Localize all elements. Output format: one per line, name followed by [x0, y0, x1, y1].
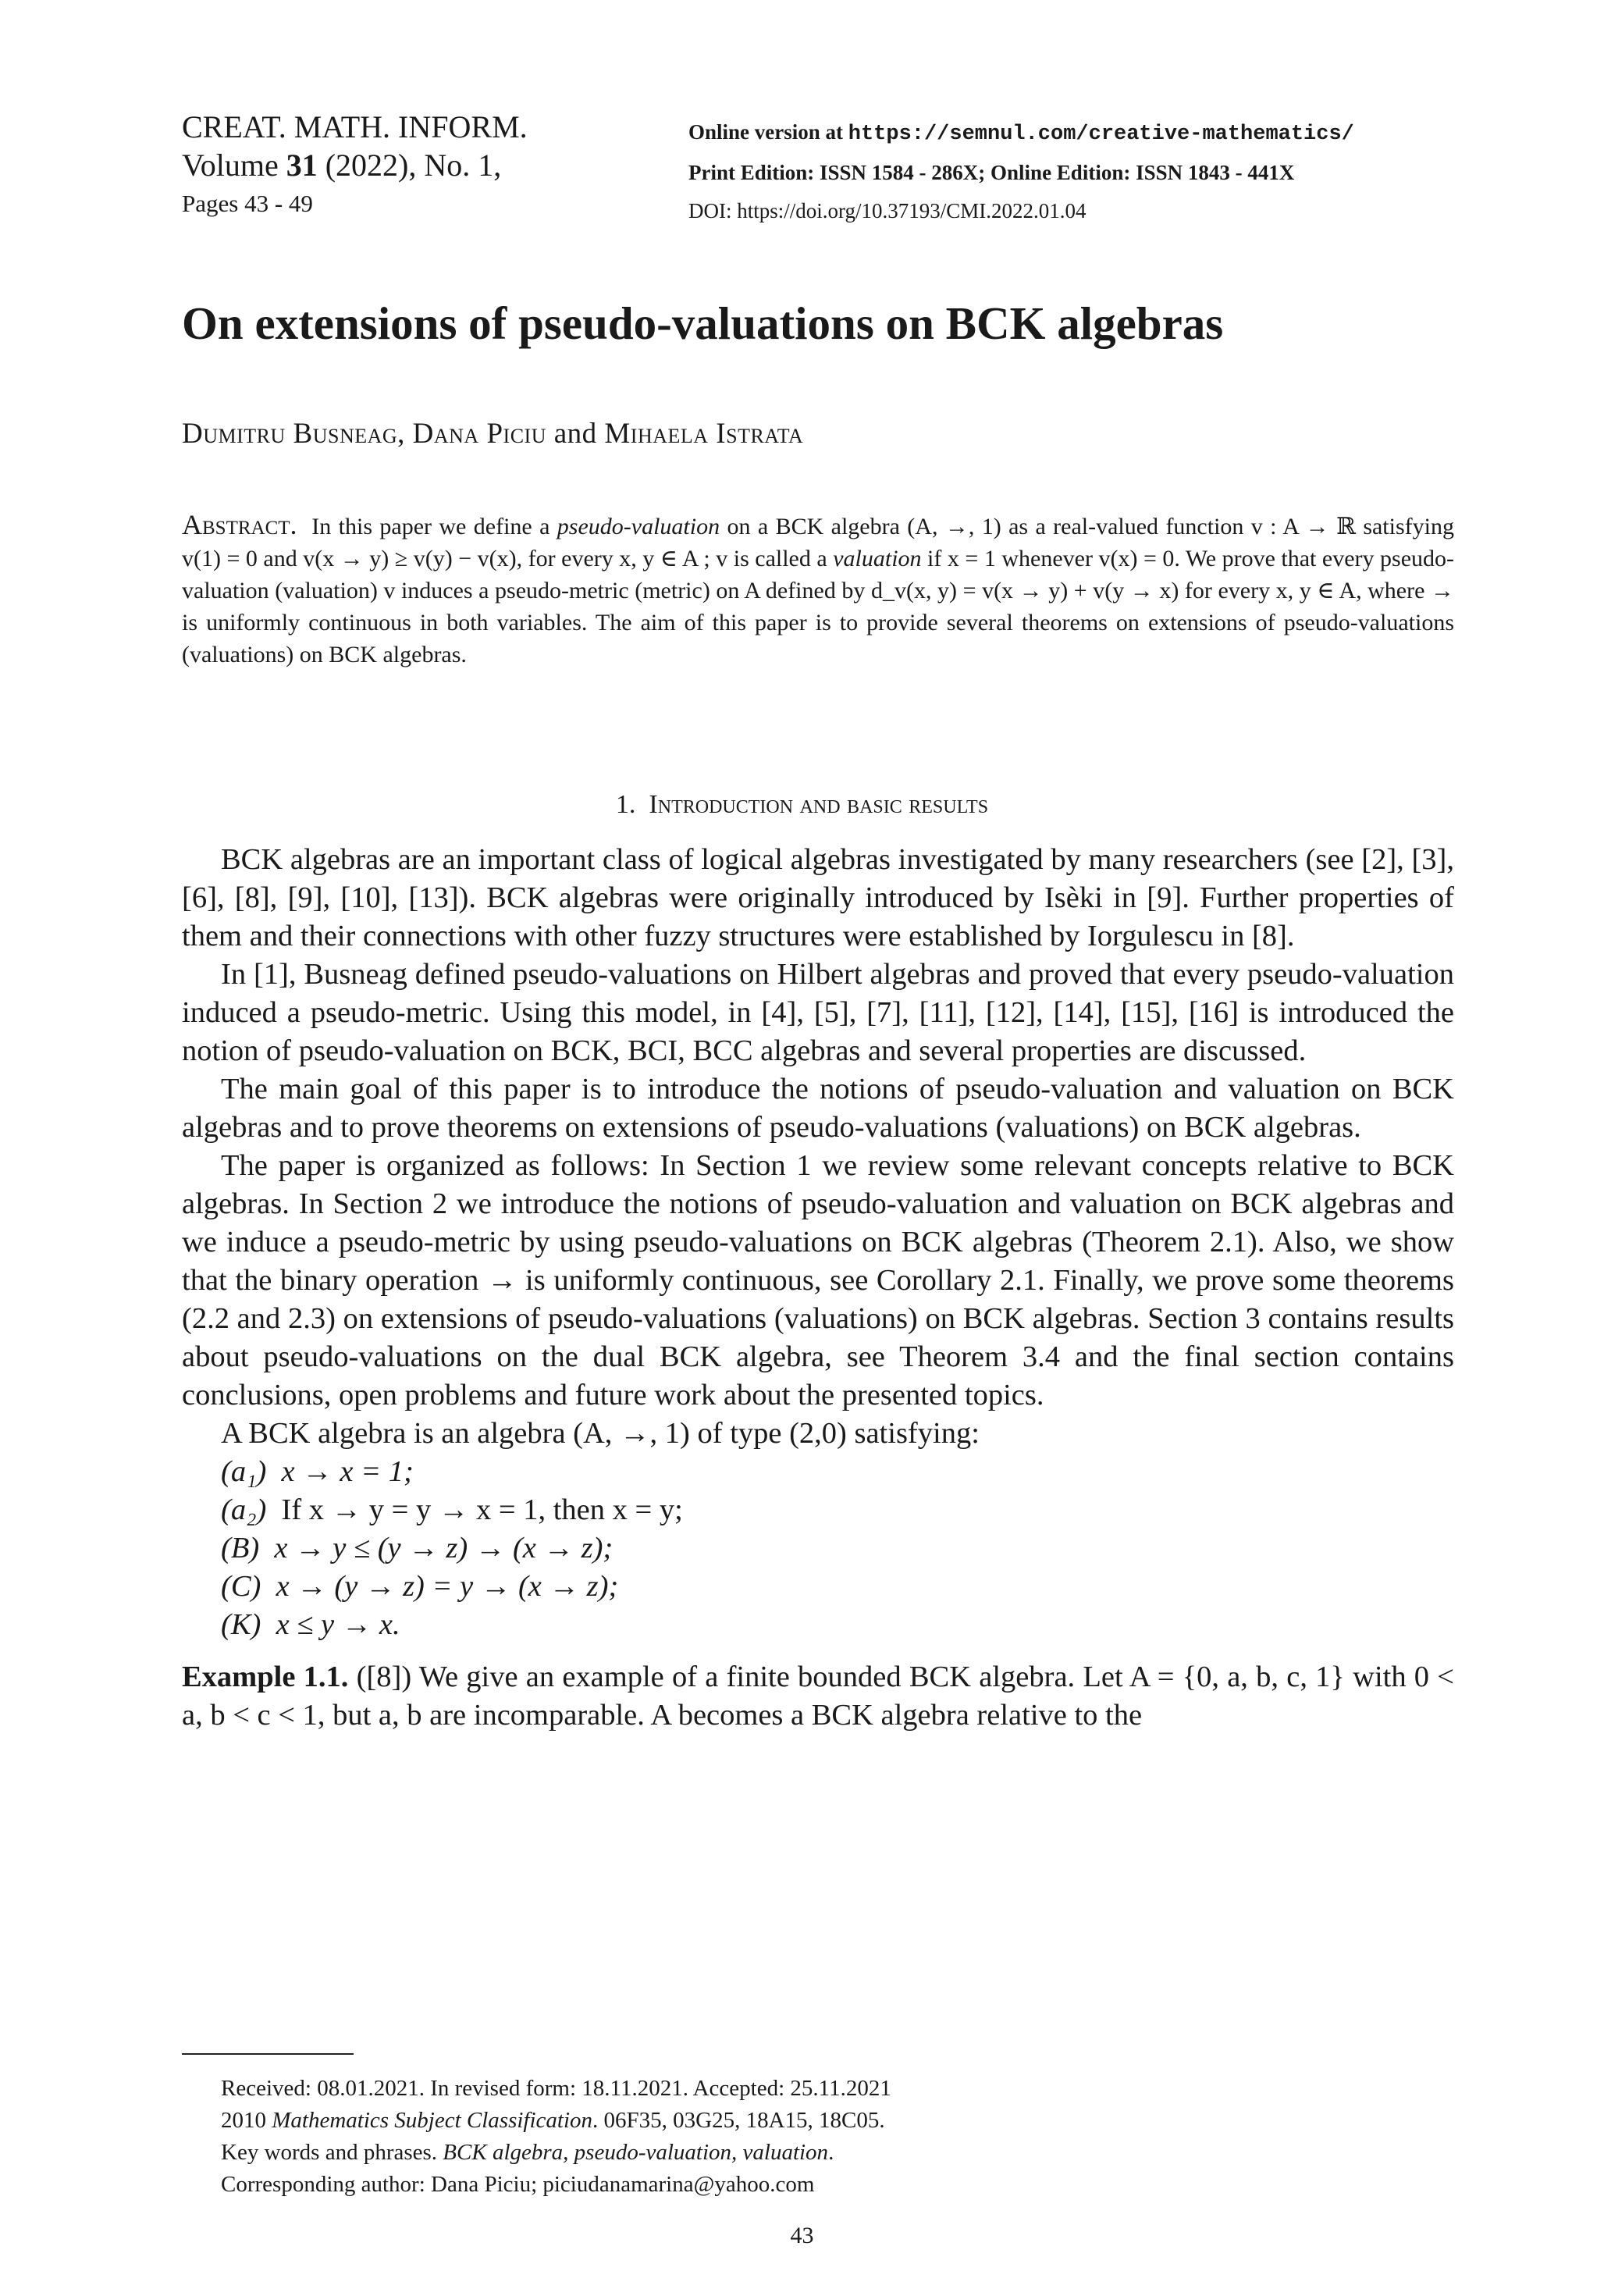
- example-label: Example 1.1.: [182, 1661, 349, 1693]
- axiom-item: (K) x ≤ y → x.: [221, 1608, 400, 1641]
- paragraph: BCK algebras are an important class of logical algebras investigated by many researchers (see [2], [3], [6], [8], [9], [10], [13]). BCK algebras were originally introduced by Isèki in [9]. Further properties of them and their connections with other fuzzy structures were established by Iorgulescu in [8].: [182, 843, 1454, 952]
- paragraph: The main goal of this paper is to introduce the notions of pseudo-valuation and valuation on BCK algebras and to prove theorems on extensions of pseudo-valuations (valuations) on BCK algebras.: [182, 1073, 1454, 1144]
- axiom-item: (B) x → y ≤ (y → z) → (x → z);: [221, 1532, 614, 1564]
- author-name: Mihaela Istrata: [604, 418, 804, 450]
- paragraph: The paper is organized as follows: In Section 1 we review some relevant concepts relative to BCK algebras. In Section 2 we introduce the notions of pseudo-valuation and valuation on BCK algebras and we induce a pseudo-metric by using pseudo-valuations on BCK algebras (Theorem 2.1). Also, we show that the binary operation → is uniformly continuous, see Corollary 2.1. Finally, we prove some theorems (2.2 and 2.3) on extensions of pseudo-valuations (valuations) on BCK algebras. Section 3 contains results about pseudo-valuations on the dual BCK algebra, see Theorem 3.4 and the final section contains conclusions, open problems and future work about the presented topics.: [182, 1149, 1454, 1411]
- paper-title: On extensions of pseudo-valuations on BCK algebras: [182, 297, 1224, 349]
- journal-info: [688, 113, 1354, 230]
- issn-line: Print Edition: ISSN 1584 - 286X; Online Edition: ISSN 1843 - 441X: [688, 161, 1295, 184]
- footnotes: [221, 2073, 891, 2201]
- paragraph: In [1], Busneag defined pseudo-valuations on Hilbert algebras and proved that every pseudo-valuation induced a pseudo-metric. Using this model, in [4], [5], [7], [11], [12], [14], [15], [16] is introduced the notion of pseudo-valuation on BCK, BCI, BCC algebras and several properties are discussed.: [182, 958, 1454, 1067]
- journal-name: CREAT. MATH. INFORM.: [182, 109, 528, 144]
- corresponding-author: Corresponding author: Dana Piciu; piciudanamarina@yahoo.com: [221, 2172, 815, 2197]
- pages-line: Pages 43 - 49: [182, 190, 313, 217]
- introduction-body: [182, 841, 1454, 1735]
- section-heading: 1. Introduction and basic results: [615, 790, 989, 819]
- volume-line: Volume 31 (2022), No. 1,: [182, 148, 502, 183]
- author-name: Dana Piciu: [412, 418, 546, 450]
- axiom-item: (C) x → (y → z) = y → (x → z);: [221, 1570, 619, 1603]
- axiom-item: (a₂) If x → y = y → x = 1, then x = y;: [221, 1493, 683, 1526]
- doi-line[interactable]: DOI: https://doi.org/10.37193/CMI.2022.01.04: [688, 199, 1087, 222]
- abstract: Abstract. In this paper we define a pseudo-valuation on a BCK algebra (A, →, 1) as a real-valued function v : A → ℝ satisfying v(1) = 0 and v(x → y) ≥ v(y) − v(x), for every x, y ∈ A ; v is called a valuation if x = 1 whenever v(x) = 0. We prove that every pseudo-valuation (valuation) v induces a pseudo-metric (metric) on A defined by d_v(x, y) = v(x → y) + v(y → x) for every x, y ∈ A, where → is uniformly continuous in both variables. The aim of this paper is to provide several theorems on extensions of pseudo-valuations (valuations) on BCK algebras.: [182, 509, 1455, 667]
- keywords: Key words and phrases. BCK algebra, pseudo-valuation, valuation.: [221, 2140, 834, 2165]
- paragraph: A BCK algebra is an algebra (A, →, 1) of type (2,0) satisfying:: [221, 1417, 980, 1450]
- msc-classification: 2010 Mathematics Subject Classification. 06F35, 03G25, 18A15, 18C05.: [221, 2108, 885, 2133]
- online-url-link[interactable]: https://semnul.com/creative-mathematics/: [848, 123, 1354, 146]
- author-name: Dumitru Busneag: [182, 418, 398, 450]
- author-list: Dumitru Busneag, Dana Piciu and Mihaela Istrata: [182, 418, 804, 450]
- abstract-label: Abstract.: [182, 509, 297, 540]
- received-dates: Received: 08.01.2021. In revised form: 18.11.2021. Accepted: 25.11.2021: [221, 2076, 891, 2101]
- journal-header: [182, 108, 528, 222]
- footnote-divider: [182, 2053, 354, 2055]
- page-number: 43: [790, 2223, 814, 2248]
- axiom-item: (a₁) x → x = 1;: [221, 1455, 414, 1488]
- example-block: Example 1.1. ([8]) We give an example of a finite bounded BCK algebra. Let A = {0, a, b, c, 1} with 0 < a, b < c < 1, but a, b are incomparable. A becomes a BCK algebra relative to the: [182, 1661, 1454, 1732]
- online-version: Online version at https://semnul.com/creative-mathematics/: [688, 120, 1354, 146]
